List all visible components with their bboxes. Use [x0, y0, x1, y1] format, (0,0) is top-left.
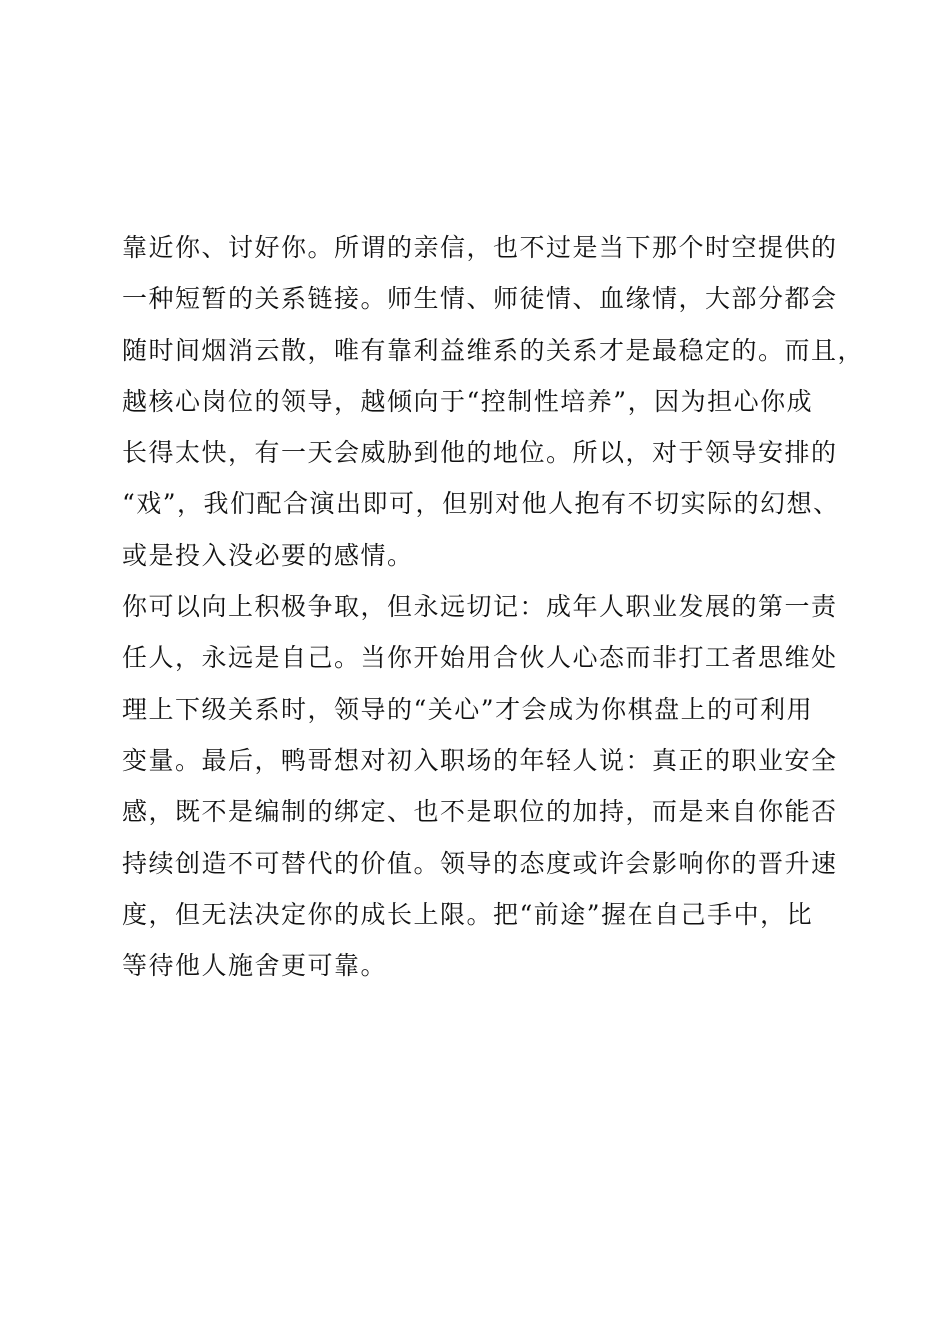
text-line: 或是投入没必要的感情。 [122, 540, 414, 570]
text-line: 靠近你、讨好你。所谓的亲信，也不过是当下那个时空提供的 [122, 233, 838, 262]
text-line: 长得太快，有一天会威胁到他的地位。所以，对于领导安排的 [122, 438, 838, 468]
text-line: 感，既不是编制的绑定、也不是职位的加持，而是来自你能否 [122, 797, 838, 827]
text-line: 等待他人施舍更可靠。 [122, 951, 388, 981]
document-body [122, 222, 865, 991]
text-line: 变量。最后，鸭哥想对初入职场的年轻人说：真正的职业安全 [122, 745, 838, 775]
text-line: 任人，永远是自己。当你开始用合伙人心态而非打工者思维处 [122, 643, 838, 673]
text-line: 随时间烟消云散，唯有靠利益维系的关系才是最稳定的。而且， [122, 335, 865, 365]
text-line: “戏”，我们配合演出即可，但别对他人抱有不切实际的幻想、 [122, 489, 840, 519]
text-line: 一种短暂的关系链接。师生情、师徒情、血缘情，大部分都会 [122, 284, 838, 314]
text-line: 你可以向上积极争取，但永远切记：成年人职业发展的第一责 [122, 592, 838, 622]
text-line: 度，但无法决定你的成长上限。把“前途”握在自己手中，比 [122, 899, 814, 929]
text-line: 持续创造不可替代的价值。领导的态度或许会影响你的晋升速 [122, 848, 838, 878]
text-line: 越核心岗位的领导，越倾向于“控制性培养”，因为担心你成 [122, 386, 814, 416]
text-line: 理上下级关系时，领导的“关心”才会成为你棋盘上的可利用 [122, 694, 814, 724]
